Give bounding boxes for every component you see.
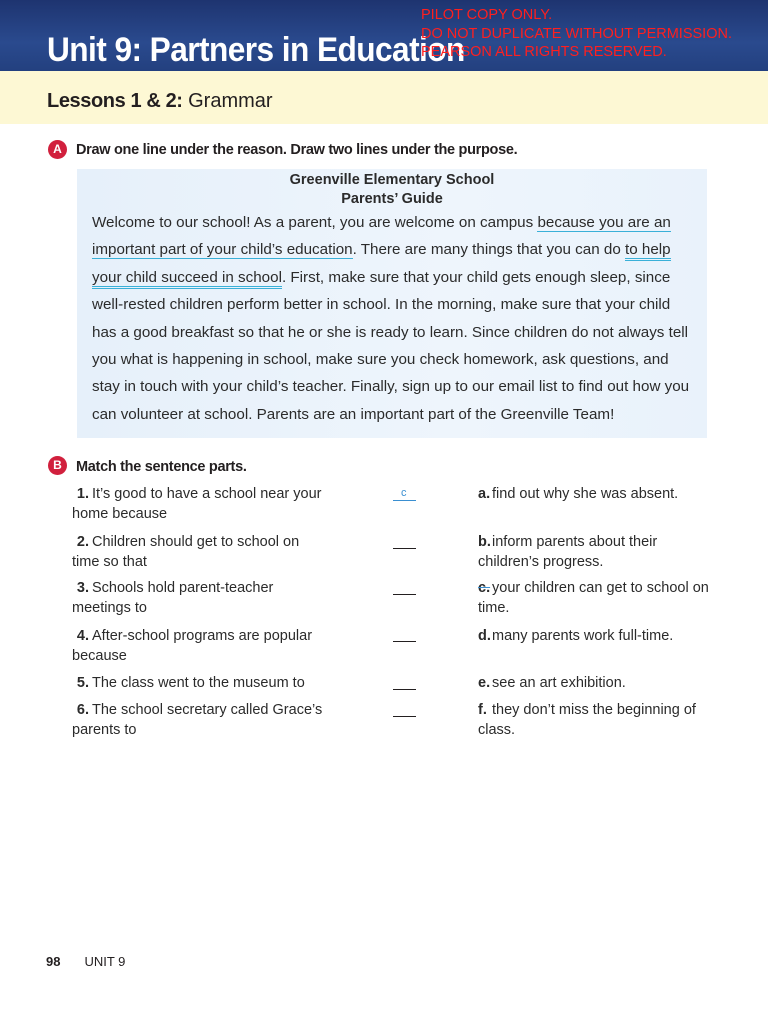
guide-text-1: Welcome to our school! As a parent, you are welcome on campus: [92, 214, 538, 231]
match-item-1-text: It’s good to have a school near your home because: [72, 486, 322, 522]
option-d: d.many parents work full-time.: [478, 628, 674, 644]
lesson-number: Lessons 1 & 2:: [47, 90, 183, 112]
match-item-3-text: Schools hold parent-teacher meetings to: [72, 580, 274, 616]
section-b-badge: B: [48, 456, 67, 475]
answer-blank-5[interactable]: [393, 689, 416, 690]
guide-text-2: . There are many things that you can do: [352, 241, 626, 259]
section-a-badge: A: [48, 140, 67, 159]
option-b: b.inform parents about their children’s progress.: [478, 534, 658, 570]
lesson-heading: [47, 89, 273, 113]
answer-blank-2[interactable]: [393, 548, 416, 549]
guide-text-3: . First, make sure that your child gets enough sleep, since well-rested children perform better in school. In the morning, make sure that your child has a good breakfast so that he or she is ready to learn. Since children do not always tell you what is happening in school, make sure you check homework, ask questions, and stay in touch with your child’s teacher. Finally, sign up to our email list to find out how you can volunteer at school. Parents are an important part of the Greenville Team!: [92, 268, 690, 423]
lesson-banner: [0, 71, 768, 124]
option-b-text: inform parents about their children’s progress.: [478, 534, 658, 570]
option-e-text: see an art exhibition.: [492, 675, 626, 691]
page-number: 98: [46, 954, 61, 969]
option-e: e. see an art exhibition.: [478, 675, 626, 691]
page-footer: [46, 954, 125, 969]
answer-blank-1[interactable]: [393, 500, 416, 501]
parents-guide-box: [77, 169, 707, 438]
watermark-line-3: PEARSON ALL RIGHTS RESERVED.: [421, 44, 667, 60]
option-a: a. find out why she was absent.: [478, 486, 679, 502]
guide-subtitle: Parents’ Guide: [341, 191, 443, 207]
purpose-double-underline[interactable]: to help your child succeed in school: [92, 241, 671, 288]
match-item-4-text: After-school programs are popular because: [72, 628, 313, 664]
option-f: f. they don’t miss the beginning of class.: [478, 702, 696, 738]
match-item-6-text: The school secretary called Grace’s parents to: [72, 702, 323, 738]
guide-title: Greenville Elementary School: [289, 172, 495, 188]
option-f-text: they don’t miss the beginning of class.: [478, 702, 696, 738]
unit-title: Unit 9: Partners in Education: [47, 31, 465, 69]
reason-underline[interactable]: because you are an important part of your child’s education: [92, 214, 671, 259]
match-item-5: 5. The class went to the museum to: [76, 675, 305, 691]
answer-blank-6[interactable]: [393, 716, 416, 717]
section-b-instruction: Match the sentence parts.: [76, 459, 247, 475]
answer-blank-4[interactable]: [393, 641, 416, 642]
footer-unit: UNIT 9: [84, 954, 126, 969]
answer-1[interactable]: c: [401, 487, 407, 499]
lesson-topic: Grammar: [188, 90, 273, 112]
pilot-copy-watermark: [421, 6, 732, 62]
section-a-instruction: Draw one line under the reason. Draw two lines under the purpose.: [76, 142, 518, 158]
match-item-2: 2. Children should get to school on time so that: [72, 534, 300, 570]
match-item-4: 4. After-school programs are popular because: [72, 628, 313, 664]
match-item-3: 3. Schools hold parent-teacher meetings to: [72, 580, 274, 616]
option-c: c. your children can get to school on time.: [478, 580, 709, 616]
match-item-5-text: The class went to the museum to: [92, 675, 305, 691]
match-item-1: 1. It’s good to have a school near your home because: [72, 486, 322, 522]
watermark-line-2: DO NOT DUPLICATE WITHOUT PERMISSION.: [421, 25, 732, 42]
match-item-6: 6. The school secretary called Grace’s parents to: [72, 702, 323, 738]
watermark-line-1: PILOT COPY ONLY.: [421, 7, 553, 23]
answer-blank-3[interactable]: [393, 594, 416, 595]
match-item-2-text: Children should get to school on time so that: [72, 534, 300, 570]
option-a-text: find out why she was absent.: [492, 486, 679, 502]
option-c-text: your children can get to school on time.: [478, 580, 709, 616]
guide-paragraph: [92, 209, 692, 428]
option-d-text: many parents work full-time.: [492, 628, 674, 644]
